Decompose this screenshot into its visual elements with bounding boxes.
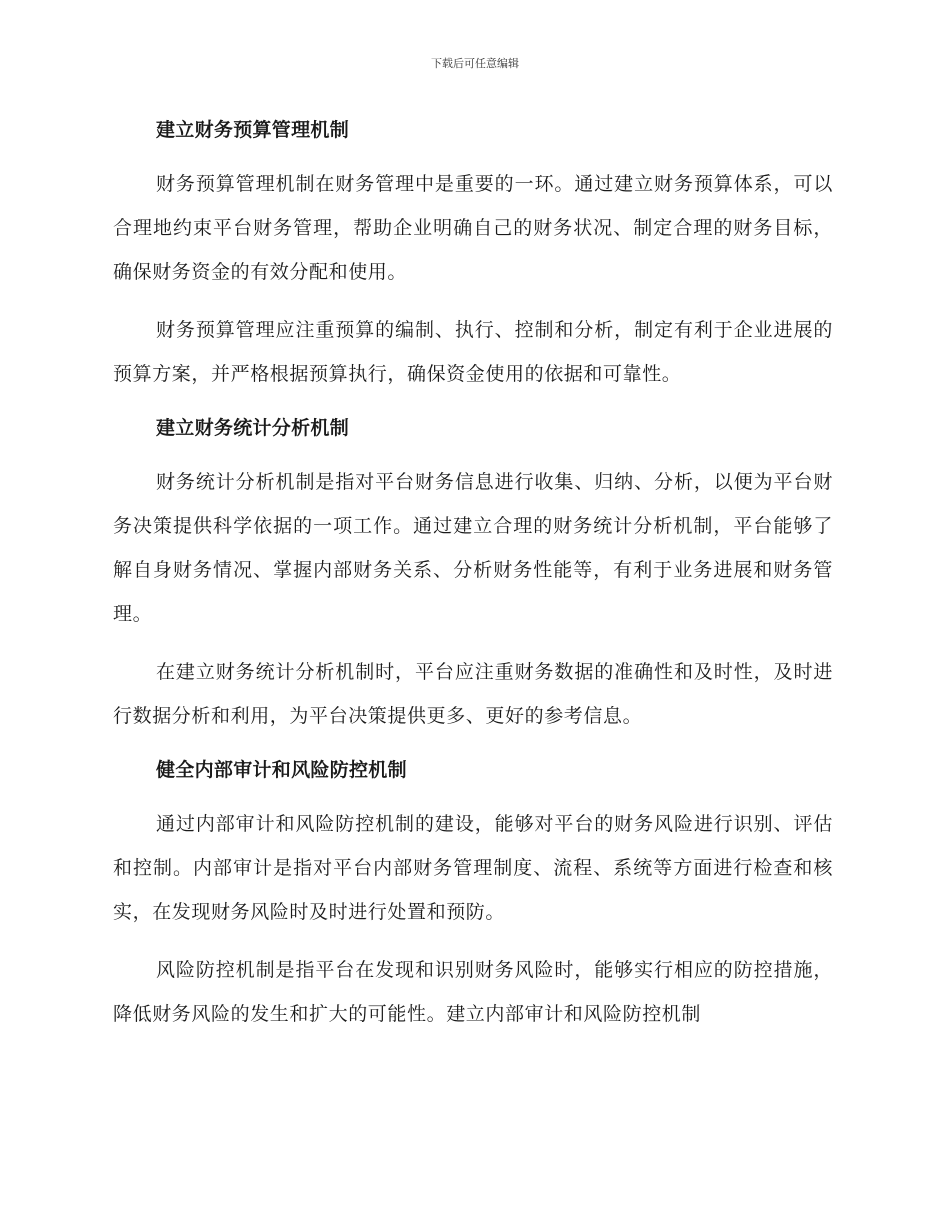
section-heading: 健全内部审计和风险防控机制 [156,759,407,781]
paragraph: 财务预算管理机制在财务管理中是重要的一环。通过建立财务预算体系，可以合理地约束平台财务管理，帮助企业明确自己的财务状况、制定合理的财务目标，确保财务资金的有效分配和使用。 [113,173,833,283]
document-body [113,112,833,1050]
paragraph: 在建立财务统计分析机制时，平台应注重财务数据的准确性和及时性，及时进行数据分析和利用，为平台决策提供更多、更好的参考信息。 [113,661,833,727]
section-heading: 建立财务统计分析机制 [156,417,350,439]
section-budget [113,112,833,396]
header-note: 下载后可任意编辑 [431,57,519,70]
paragraph: 财务统计分析机制是指对平台财务信息进行收集、归纳、分析，以便为平台财务决策提供科学依据的一项工作。通过建立合理的财务统计分析机制，平台能够了解自身财务情况、掌握内部财务关系、分析财务性能等，有利于业务进展和财务管理。 [113,471,833,625]
section-audit [113,752,833,1036]
paragraph: 通过内部审计和风险防控机制的建设，能够对平台的财务风险进行识别、评估和控制。内部审计是指对平台内部财务管理制度、流程、系统等方面进行检查和核实，在发现财务风险时及时进行处置和预防。 [113,813,833,923]
paragraph: 财务预算管理应注重预算的编制、执行、控制和分析，制定有利于企业进展的预算方案，并严格根据预算执行，确保资金使用的依据和可靠性。 [113,319,833,385]
section-heading: 建立财务预算管理机制 [156,119,350,141]
paragraph: 风险防控机制是指平台在发现和识别财务风险时，能够实行相应的防控措施，降低财务风险的发生和扩大的可能性。建立内部审计和风险防控机制 [113,959,833,1025]
section-statistics [113,410,833,738]
